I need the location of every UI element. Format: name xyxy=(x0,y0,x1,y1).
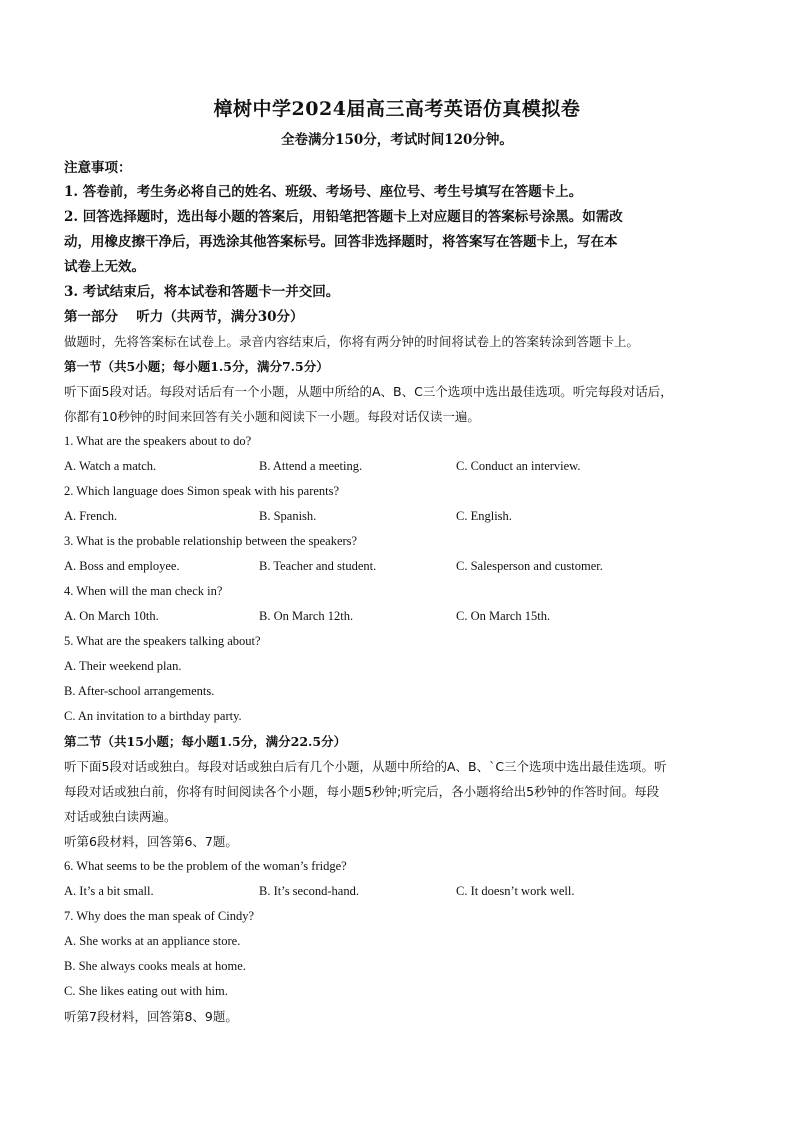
option-c: C. It doesn’t work well. xyxy=(456,884,575,898)
option-c: C. Conduct an interview. xyxy=(456,459,581,473)
notice-item: 2. 回答选择题时，选出每小题的答案后，用铅笔把答题卡上对应题目的答案标号涂黑。如需改 xyxy=(64,209,623,225)
options-row xyxy=(64,604,730,629)
notice-item: 试卷上无效。 xyxy=(64,259,145,275)
question-stem: 1. What are the speakers about to do? xyxy=(64,434,252,448)
section1-instruction: 你都有10秒钟的时间来回答有关小题和阅读下一小题。每段对话仅读一遍。 xyxy=(64,409,480,424)
page-subtitle: 全卷满分150分，考试时间120分钟。 xyxy=(281,132,513,148)
part1-instruction: 做题时，先将答案标在试卷上。录音内容结束后，你将有两分钟的时间将试卷上的答案转涂到答题卡上。 xyxy=(64,334,640,349)
option-c: C. English. xyxy=(456,509,512,523)
material-label: 听第6段材料，回答第6、7题。 xyxy=(64,834,238,849)
option-a: A. It’s a bit small. xyxy=(64,884,154,898)
question-stem: 5. What are the speakers talking about? xyxy=(64,634,261,648)
section1-instruction: 听下面5段对话。每段对话后有一个小题，从题中所给的A、B、C三个选项中选出最佳选项。听完每段对话后， xyxy=(64,384,673,399)
option-c: C. Salesperson and customer. xyxy=(456,559,603,573)
part1-heading: 第一部分 听力（共两节，满分30分） xyxy=(64,309,304,325)
option-a: A. Their weekend plan. xyxy=(64,659,182,673)
option-b: B. Attend a meeting. xyxy=(259,459,363,473)
options-row xyxy=(64,554,730,579)
notice-heading: 注意事项： xyxy=(64,160,132,176)
section1-heading: 第一节（共5小题；每小题1.5分，满分7.5分） xyxy=(64,359,329,374)
option-c: C. On March 15th. xyxy=(456,609,551,623)
section2-instruction: 听下面5段对话或独白。每段对话或独白后有几个小题，从题中所给的A、B、`C三个选项中选出最佳选项。听 xyxy=(64,759,667,774)
material-label: 听第7段材料，回答第8、9题。 xyxy=(64,1009,238,1024)
options-row xyxy=(64,879,730,904)
option-b: B. She always cooks meals at home. xyxy=(64,959,246,973)
question-stem: 6. What seems to be the problem of the woman’s fridge? xyxy=(64,859,347,873)
page-title: 樟树中学2024届高三高考英语仿真模拟卷 xyxy=(213,98,581,120)
options-row xyxy=(64,504,730,529)
option-a: A. French. xyxy=(64,509,118,523)
option-b: B. It’s second-hand. xyxy=(259,884,359,898)
option-a: A. She works at an appliance store. xyxy=(64,934,241,948)
option-c: C. An invitation to a birthday party. xyxy=(64,709,242,723)
question-stem: 7. Why does the man speak of Cindy? xyxy=(64,909,255,923)
question-stem: 2. Which language does Simon speak with his parents? xyxy=(64,484,340,498)
options-row xyxy=(64,454,730,479)
option-b: B. On March 12th. xyxy=(259,609,354,623)
section2-instruction: 对话或独白读两遍。 xyxy=(64,809,177,824)
section2-heading: 第二节（共15小题；每小题1.5分，满分22.5分） xyxy=(64,734,347,749)
notice-item: 动，用橡皮擦干净后，再选涂其他答案标号。回答非选择题时，将答案写在答题卡上，写在本 xyxy=(64,234,618,250)
option-b: B. After-school arrangements. xyxy=(64,684,215,698)
question-stem: 3. What is the probable relationship between the speakers? xyxy=(64,534,358,548)
option-a: A. On March 10th. xyxy=(64,609,159,623)
option-b: B. Teacher and student. xyxy=(259,559,377,573)
notice-item: 1. 答卷前，考生务必将自己的姓名、班级、考场号、座位号、考生号填写在答题卡上。 xyxy=(64,184,583,200)
option-a: A. Boss and employee. xyxy=(64,559,180,573)
question-stem: 4. When will the man check in? xyxy=(64,584,223,598)
option-c: C. She likes eating out with him. xyxy=(64,984,228,998)
option-a: A. Watch a match. xyxy=(64,459,157,473)
option-b: B. Spanish. xyxy=(259,509,317,523)
section2-instruction: 每段对话或独白前，你将有时间阅读各个小题，每小题5秒钟;听完后，各小题将给出5秒钟的作答时间。每段 xyxy=(64,784,660,799)
notice-item: 3. 考试结束后，将本试卷和答题卡一并交回。 xyxy=(64,284,340,300)
